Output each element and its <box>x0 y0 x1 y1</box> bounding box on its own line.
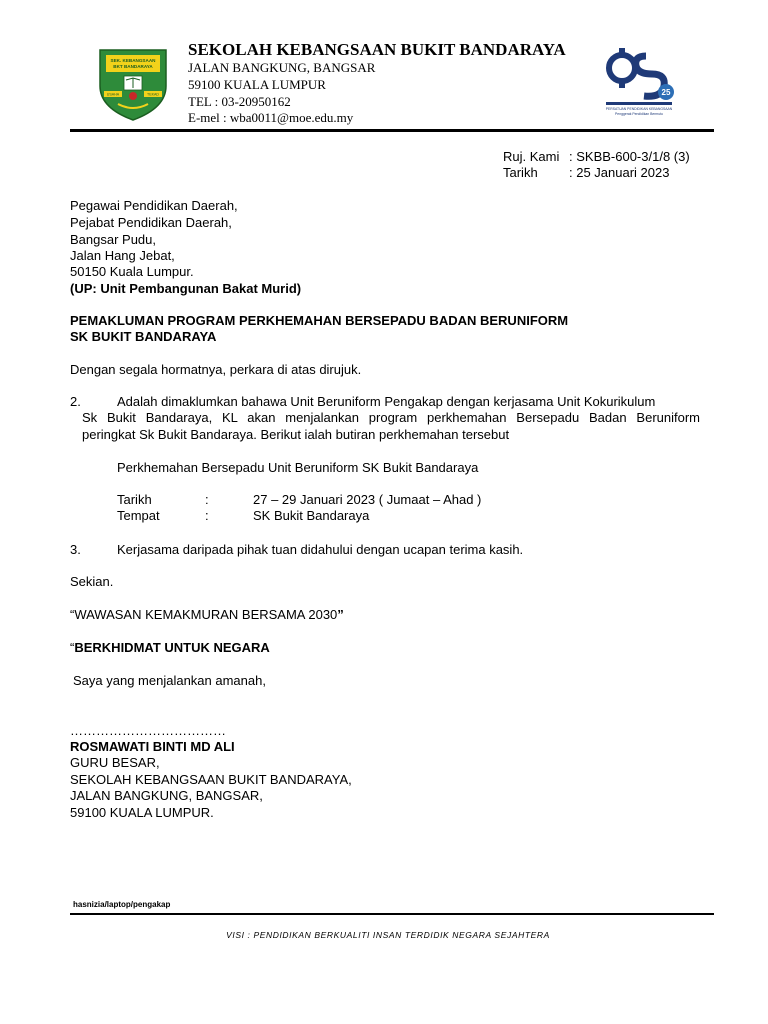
closing: Sekian. <box>70 574 114 589</box>
signatory-address-1: JALAN BANGKUNG, BANGSAR, <box>70 788 263 803</box>
recipient-line: Bangsar Pudu, <box>70 232 157 247</box>
tarikh-value: : 25 Januari 2023 <box>569 165 670 180</box>
para-2-line-2: Sk Bukit Bandaraya, KL akan menjalankan program perkhemahan Bersepadu Badan Beruniform <box>82 410 700 425</box>
para-3-text: Kerjasama daripada pihak tuan didahului dengan ucapan terima kasih. <box>117 542 524 557</box>
svg-text:TEKAD: TEKAD <box>147 92 159 97</box>
program-title: Perkhemahan Bersepadu Unit Beruniform SK Bukit Bandaraya <box>117 460 479 475</box>
signatory-name: ROSMAWATI BINTI MD ALI <box>70 739 235 754</box>
para-2-line-1: Adalah dimaklumkan bahawa Unit Beruniform Pengakap dengan kerjasama Unit Kokurikulum <box>117 394 656 409</box>
ruj-label: Ruj. Kami <box>503 149 560 164</box>
svg-text:USAHA: USAHA <box>106 92 120 97</box>
svg-text:BKT BANDARAYA: BKT BANDARAYA <box>113 64 153 69</box>
detail-colon: : <box>205 508 209 523</box>
para-3-number: 3. <box>70 542 81 557</box>
amanah-line: Saya yang menjalankan amanah, <box>73 673 266 688</box>
file-path: hasnizia/laptop/pengakap <box>73 900 171 909</box>
school-name: SEKOLAH KEBANGSAAN BUKIT BANDARAYA <box>188 40 566 59</box>
signature-line: ……………………………… <box>70 723 226 738</box>
telephone: TEL : 03-20950162 <box>188 94 291 109</box>
para-2-number: 2. <box>70 394 81 409</box>
school-crest-icon <box>96 46 170 122</box>
svg-text:Penggerak Pendidikan Bermutu: Penggerak Pendidikan Bermutu <box>615 112 663 116</box>
visi-statement: VISI : PENDIDIKAN BERKUALITI INSAN TERDIDIK NEGARA SEJAHTERA <box>226 930 550 940</box>
recipient-line: Pejabat Pendidikan Daerah, <box>70 215 232 230</box>
signatory-school: SEKOLAH KEBANGSAAN BUKIT BANDARAYA, <box>70 772 352 787</box>
footer-divider <box>70 913 714 915</box>
header-divider <box>70 129 714 132</box>
detail-colon: : <box>205 492 209 507</box>
signatory-address-2: 59100 KUALA LUMPUR. <box>70 805 214 820</box>
sk-25-anniversary-icon <box>600 44 676 118</box>
detail-tempat-label: Tempat <box>117 508 160 523</box>
para-2-line-3: peringkat Sk Bukit Bandaraya. Berikut ialah butiran perkhemahan tersebut <box>82 427 510 442</box>
recipient-line: 50150 Kuala Lumpur. <box>70 264 194 279</box>
detail-tarikh-value: 27 – 29 Januari 2023 ( Jumaat – Ahad ) <box>253 492 482 507</box>
svg-text:25: 25 <box>661 88 671 97</box>
attention-line: (UP: Unit Pembangunan Bakat Murid) <box>70 281 302 296</box>
detail-tempat-value: SK Bukit Bandaraya <box>253 508 370 523</box>
motto-wawasan-text: “WAWASAN KEMAKMURAN BERSAMA 2030 <box>70 607 338 622</box>
address-line-1: JALAN BANGKUNG, BANGSAR <box>188 60 376 75</box>
svg-text:PERSATUAN PENDIDIKAN KEBANGSAA: PERSATUAN PENDIDIKAN KEBANGSAAN <box>605 107 673 111</box>
recipient-line: Jalan Hang Jebat, <box>70 248 175 263</box>
signatory-title: GURU BESAR, <box>70 755 160 770</box>
tarikh-label: Tarikh <box>503 165 538 180</box>
detail-tarikh-label: Tarikh <box>117 492 152 507</box>
motto-berkhidmat <box>70 639 270 656</box>
recipient-line: Pegawai Pendidikan Daerah, <box>70 198 238 213</box>
svg-text:SEK. KEBANGSAAN: SEK. KEBANGSAAN <box>110 58 156 63</box>
ruj-value: : SKBB-600-3/1/8 (3) <box>569 149 690 164</box>
motto-berkhidmat-text: BERKHIDMAT UNTUK NEGARA <box>74 640 270 655</box>
email: E-mel : wba0011@moe.edu.my <box>188 110 354 125</box>
motto-berkhidmat-open-quote: “ <box>70 640 75 655</box>
subject-line-1: PEMAKLUMAN PROGRAM PERKHEMAHAN BERSEPADU BADAN BERUNIFORM <box>70 313 569 328</box>
subject-line-2: SK BUKIT BANDARAYA <box>70 329 217 344</box>
motto-wawasan <box>70 606 344 623</box>
address-line-2: 59100 KUALA LUMPUR <box>188 77 326 92</box>
greeting: Dengan segala hormatnya, perkara di atas dirujuk. <box>70 362 362 377</box>
motto-wawasan-close-quote: ” <box>337 607 344 622</box>
